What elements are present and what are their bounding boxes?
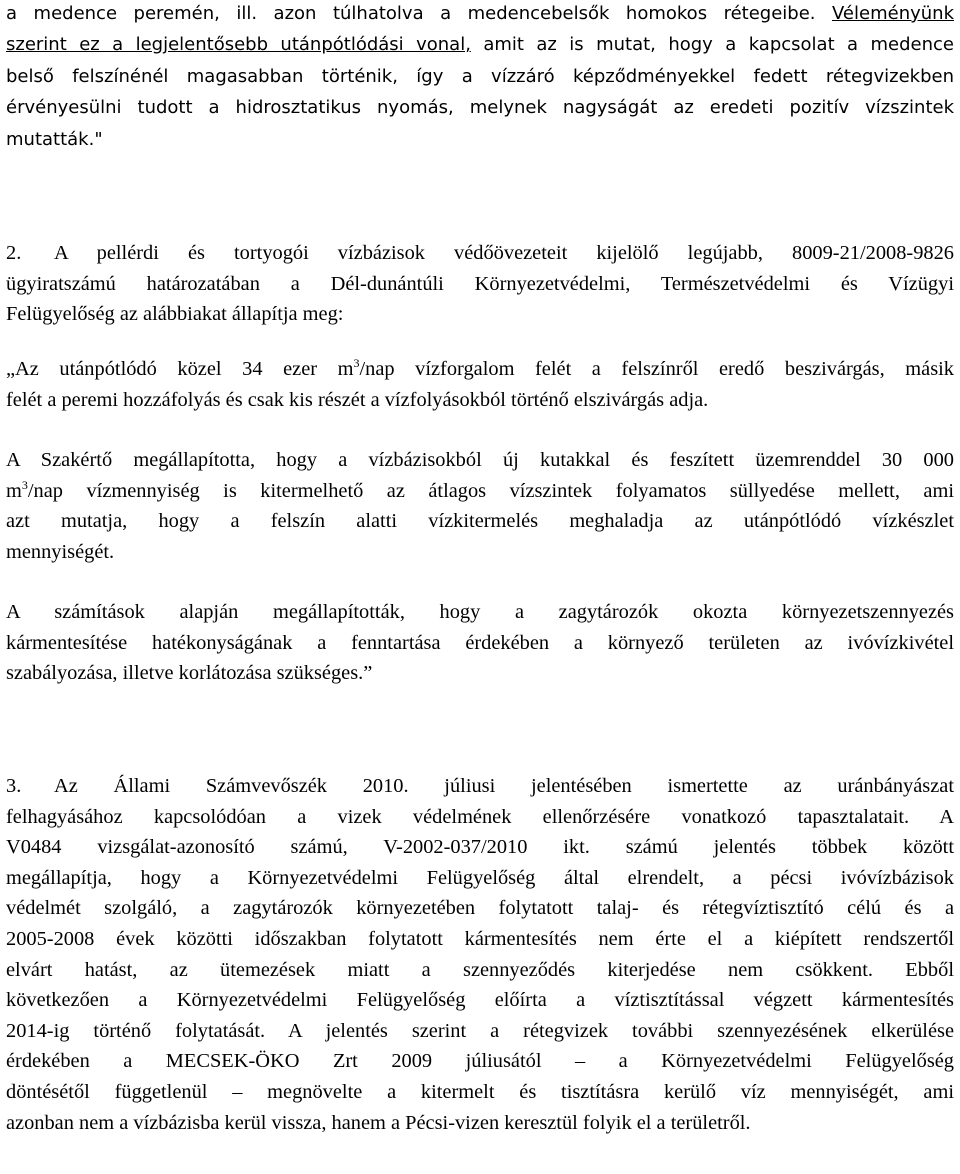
text-line: V0484 vizsgálat-azonosító számú, V-2002-037/2010 ikt. számú jelentés többek között: [6, 836, 954, 859]
text-run: A pellérdi és tortyogói vízbázisok védőövezeteit kijelölő legújabb, 8009-21/2008-9826: [54, 242, 954, 264]
text-run: „Az utánpótlódó közel 34 ezer m: [6, 358, 354, 380]
text-line: döntésétől függetlenül – megnövelte a kitermelt és tisztításra kerülő víz mennyiségét, ami: [6, 1080, 954, 1103]
text-line: 2014-ig történő folytatását. A jelentés szerint a rétegvizek további szennyezésének elkerülése: [6, 1019, 954, 1042]
item-number: 2.: [6, 242, 22, 264]
text-line: mutatták.": [6, 128, 103, 150]
text-line: [6, 238, 954, 269]
text-line: következően a Környezetvédelmi Felügyelőség előírta a víztisztítással végzett kármentesítés: [6, 989, 954, 1012]
underlined-text: Véleményünk: [832, 3, 954, 24]
paragraph-expert-finding: [6, 445, 954, 567]
text-line: védelmét szolgáló, a zagytározók környezetében folytatott talaj- és rétegvíztisztító célú és a: [6, 897, 954, 920]
text-line: mennyiségét.: [6, 540, 115, 563]
text-line: megállapítja, hogy a Környezetvédelmi Felügyelőség által elrendelt, a pécsi ivóvízbázisok: [6, 866, 954, 889]
text-line: érdekében a MECSEK-ÖKO Zrt 2009 júliusától – a Környezetvédelmi Felügyelőség: [6, 1050, 954, 1073]
text-line: [6, 0, 954, 29]
text-run: /nap vízmennyiség is kitermelhető az átlagos vízszintek folyamatos süllyedése mellett, ami: [27, 479, 954, 502]
text-line: érvényesülni tudott a hidrosztatikus nyomás, melynek nagyságát az eredeti pozitív vízszintek: [6, 97, 954, 119]
text-line: belső felszínénél magasabban történik, így a vízzáró képződményekkel fedett rétegvizekben: [6, 65, 954, 87]
text-line: azt mutatja, hogy a felszín alatti vízkitermelés meghaladja az utánpótlódó vízkészlet: [6, 510, 954, 533]
paragraph-calculation-finding: [6, 597, 954, 689]
text-line: Felügyelőség az alábbiakat állapítja meg:: [6, 303, 344, 326]
text-line: [6, 771, 954, 802]
text-run: amit az is mutat, hogy a kapcsolat a medence: [470, 34, 954, 56]
text-line: azonban nem a vízbázisba kerül vissza, hanem a Pécsi-vizen keresztül folyik el a területről.: [6, 1111, 751, 1134]
superscript: 3: [21, 477, 28, 492]
text-line: [6, 354, 954, 385]
item-number: 3.: [6, 775, 22, 797]
text-run: a medence peremén, ill. azon túlhatolva a medencebelsők homokos rétegeibe.: [6, 3, 833, 24]
text-line: felhagyásához kapcsolódóan a vizek védelmének ellenőrzésére vonatkozó tapasztalatait. A: [6, 805, 954, 828]
text-run: /nap vízforgalom felét a felszínről eredő beszivárgás, másik: [359, 358, 954, 380]
text-line: A Szakértő megállapította, hogy a vízbázisokból új kutakkal és feszített üzemrenddel 30 000: [6, 449, 954, 471]
underlined-text: szerint ez a legjelentősebb utánpótlódási vonal,: [6, 34, 471, 56]
text-line: elvárt hatást, az ütemezések miatt a szennyeződés kiterjedése nem csökkent. Ebből: [6, 958, 954, 981]
text-line: kármentesítése hatékonyságának a fenntartása érdekében a környező területen az ivóvízkivétel: [6, 631, 954, 654]
paragraph-item-3: [6, 771, 954, 1138]
text-line: ügyiratszámú határozatában a Dél-dunántúli Környezetvédelmi, Természetvédelmi és Vízügyi: [6, 272, 954, 295]
paragraph-quoted-finding: [6, 354, 954, 415]
text-run: Az Állami Számvevőszék 2010. júliusi jelentésében ismertette az uránbányászat: [54, 775, 954, 797]
text-line: A számítások alapján megállapították, hogy a zagytározók okozta környezetszennyezés: [6, 601, 954, 623]
text-line: felét a peremi hozzáfolyás és csak kis részét a vízfolyásokból történő elszivárgás adja.: [6, 388, 709, 411]
paragraph-item-2: [6, 238, 954, 330]
text-line: 2005-2008 évek közötti időszakban folytatott kármentesítés nem érte el a kiépített rendszertől: [6, 927, 954, 950]
superscript: 3: [353, 356, 360, 370]
text-line: [6, 29, 954, 60]
text-line: szabályozása, illetve korlátozása szükséges.”: [6, 662, 373, 685]
text-run: m: [6, 479, 22, 502]
text-line: [6, 476, 954, 507]
paragraph-quote-continuation: [6, 0, 954, 155]
